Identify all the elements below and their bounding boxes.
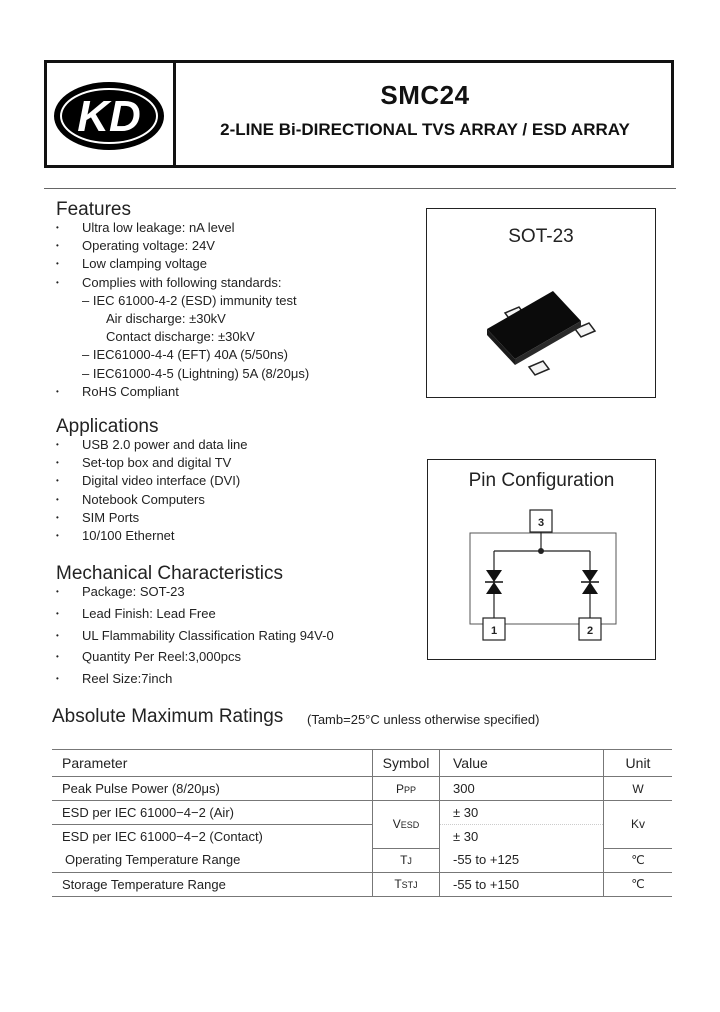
cell-symbol: VESD [373,801,440,849]
list-item: • 10/100 Ethernet [56,527,248,545]
table-row [52,777,672,801]
cell-value: -55 to +125 [440,848,604,872]
cell-unit: ℃ [604,872,673,896]
list-item: • UL Flammability Classification Rating 94V-0 [56,625,334,647]
package-box [426,208,656,398]
list-item: • Ultra low leakage: nA level [56,219,309,237]
cell-symbol: PPP [373,777,440,801]
list-item: – IEC61000-4-4 (EFT) 40A (5/50ns) [82,347,288,363]
package-title: SOT-23 [508,226,574,247]
list-item: Air discharge: ±30kV [106,310,226,326]
list-item: • Low clamping voltage [56,255,309,273]
header-divider [173,60,176,168]
features-title: Features [56,199,131,220]
list-item: – IEC61000-4-5 (Lightning) 5A (8/20μs) [82,365,310,381]
pin-2-label: 2 [586,625,594,637]
applications-title: Applications [56,416,159,437]
kd-logo [52,76,167,156]
cell-value: 300 [440,777,604,801]
cell-symbol: TJ [373,848,440,872]
ratings-note: (Tamb=25°C unless otherwise specified) [307,712,540,727]
list-item: • Complies with following standards: [56,274,309,292]
cell-parameter: Operating Temperature Range [52,848,373,872]
mechanical-title: Mechanical Characteristics [56,563,284,584]
cell-parameter: ESD per IEC 61000−4−2 (Contact) [62,829,263,844]
part-subtitle: 2-LINE Bi-DIRECTIONAL TVS ARRAY / ESD ARRAY [220,120,630,139]
cell-value: ± 30 [440,801,604,825]
cell-value: -55 to +150 [440,872,604,896]
logo-text: KD [77,92,141,141]
header-symbol: Symbol [373,750,440,777]
list-item: • Notebook Computers [56,491,248,509]
table-row [52,801,672,825]
pin-3-label: 3 [537,517,545,529]
ratings-table [52,749,672,897]
list-item: • Digital video interface (DVI) [56,472,248,490]
list-item: • Set-top box and digital TV [56,454,248,472]
cell-parameter: ESD per IEC 61000−4−2 (Air) [52,801,373,825]
mechanical-list [56,581,334,690]
part-number: SMC24 [380,80,470,110]
cell-unit: ℃ [604,848,673,872]
sot23-package-illustration [477,269,617,389]
features-list [56,219,309,401]
header-value: Value [440,750,604,777]
cell-symbol: TSTJ [373,872,440,896]
list-item: • Package: SOT-23 [56,581,334,603]
list-item: • USB 2.0 power and data line [56,436,248,454]
cell-parameter: Peak Pulse Power (8/20μs) [52,777,373,801]
table-header-row [52,750,672,777]
list-item: – IEC 61000-4-2 (ESD) immunity test [82,292,297,308]
pin-1-label: 1 [490,625,498,637]
pin-config-box [427,459,656,660]
header-parameter: Parameter [52,750,373,777]
list-item: • RoHS Compliant [56,383,309,401]
header-unit: Unit [604,750,673,777]
table-row [52,848,672,872]
ratings-title: Absolute Maximum Ratings [52,706,284,727]
cell-unit: W [604,777,673,801]
header-rule [44,188,676,189]
pin-config-diagram [428,460,657,661]
list-item: • Reel Size:7inch [56,668,334,690]
list-item: • SIM Ports [56,509,248,527]
cell-parameter: Storage Temperature Range [52,872,373,896]
applications-list [56,436,248,545]
table-row [52,825,672,849]
cell-value: ± 30 [440,825,604,849]
list-item: Contact discharge: ±30kV [106,329,255,345]
cell-unit: Kv [604,801,673,849]
pin-config-title: Pin Configuration [468,470,615,491]
table-row [52,872,672,896]
list-item: • Lead Finish: Lead Free [56,603,334,625]
list-item: • Operating voltage: 24V [56,237,309,255]
list-item: • Quantity Per Reel:3,000pcs [56,646,334,668]
